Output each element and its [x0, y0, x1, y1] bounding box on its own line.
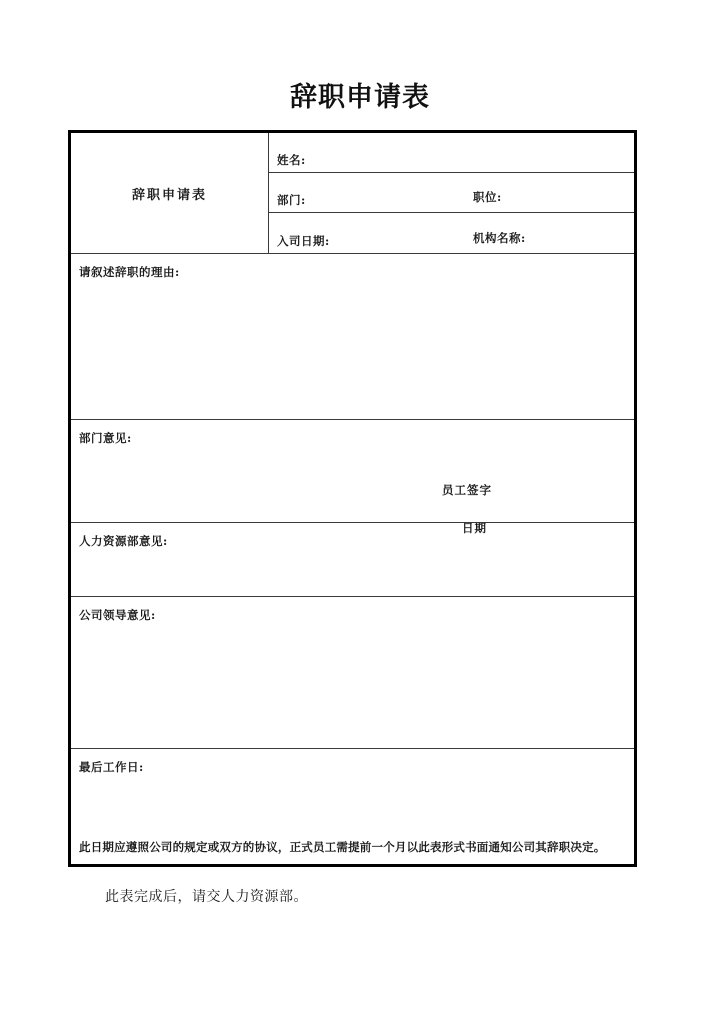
label-hr-opinion: 人力资源部意见:: [79, 534, 168, 548]
label-department-opinion: 部门意见:: [79, 431, 132, 445]
form-header-block: [71, 133, 634, 253]
label-position: 职位:: [473, 190, 502, 204]
last-working-day-note: 此日期应遵照公司的规定或双方的协议，正式员工需提前一个月以此表形式书面通知公司其辞职决定。: [79, 840, 606, 854]
section-leader-opinion: [71, 596, 634, 748]
field-row-inner: [277, 189, 634, 208]
resignation-form-table: [68, 130, 637, 867]
label-leader-opinion: 公司领导意见:: [79, 608, 156, 622]
form-header-fields: [269, 133, 634, 253]
label-resignation-reason: 请叙述辞职的理由:: [79, 265, 180, 279]
section-hr-opinion: [71, 522, 634, 596]
label-signature-date: 日期: [462, 521, 487, 535]
form-name-cell: 辞职申请表: [71, 133, 269, 253]
page-title: 辞职申请表: [290, 82, 430, 113]
field-row-department-position: [269, 173, 634, 213]
label-employee-signature: 员工签字: [442, 483, 492, 497]
label-department: 部门:: [277, 193, 306, 207]
field-row-inner: [277, 230, 634, 249]
field-row-inner: [277, 149, 634, 168]
section-last-working-day: [71, 748, 634, 864]
field-row-hiredate-organization: [269, 213, 634, 253]
label-last-working-day: 最后工作日:: [79, 760, 144, 774]
label-organization-name: 机构名称:: [473, 231, 526, 245]
footer-instruction: 此表完成后，请交人力资源部。: [105, 889, 308, 905]
field-row-name: [269, 133, 634, 173]
label-name: 姓名:: [277, 153, 306, 167]
label-hire-date: 入司日期:: [277, 234, 330, 248]
section-department-opinion: [71, 419, 634, 522]
